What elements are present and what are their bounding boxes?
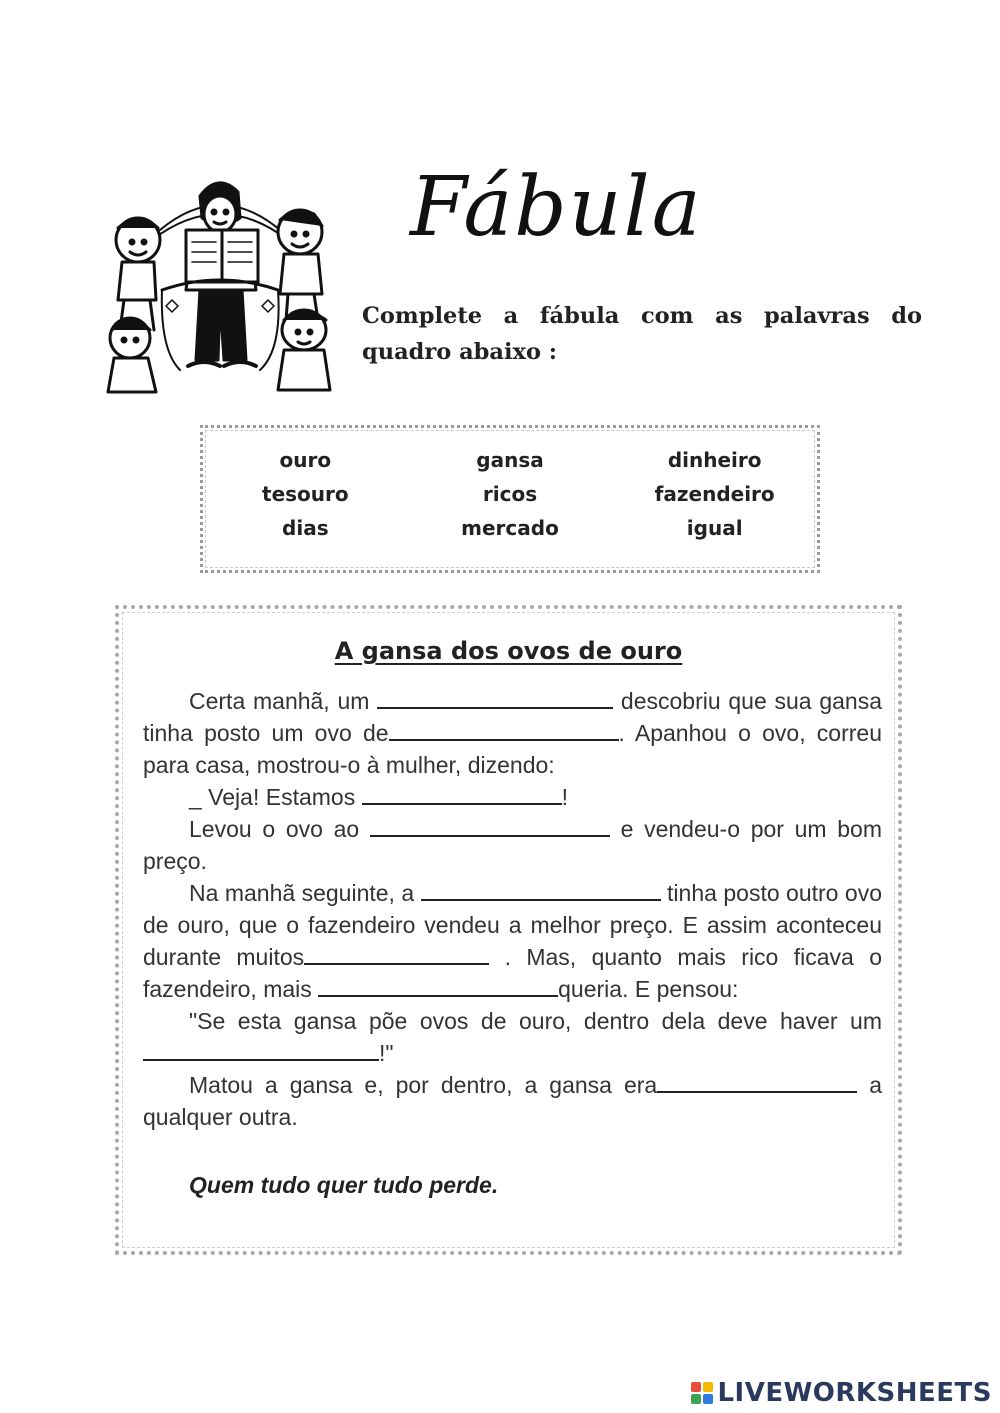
fill-blank-8[interactable]: [143, 1037, 379, 1061]
logo-square: [691, 1382, 701, 1392]
fill-blank-1[interactable]: [377, 685, 613, 709]
word-bank-item: dinheiro: [667, 448, 762, 472]
liveworksheets-brand[interactable]: [691, 1378, 992, 1408]
story-paragraph: [143, 685, 882, 781]
story-paragraph: [143, 1069, 882, 1133]
story-text-run: _ Veja! Estamos: [189, 784, 356, 810]
story-text-run: descobriu que sua gansa tinha posto um ovo de: [143, 688, 882, 746]
story-text-run: queria. E pensou:: [558, 976, 739, 1002]
story-text-run: Levou o ovo ao: [189, 816, 360, 842]
fill-blank-6[interactable]: [304, 941, 489, 965]
story-text-run: Na manhã seguinte, a: [189, 880, 415, 906]
story-text-run: . Apanhou o ovo, correu para casa, mostrou-o à mulher, dizendo:: [143, 720, 882, 778]
page-title: Fábula: [410, 160, 703, 255]
children-reading-illustration: [100, 170, 340, 400]
story-text-run: Certa manhã, um: [189, 688, 370, 714]
story-paragraph: [143, 877, 882, 1005]
story-text: [143, 685, 882, 1201]
story-title: A gansa dos ovos de ouro: [334, 637, 683, 665]
liveworksheets-logo-icon: [691, 1382, 713, 1404]
story-paragraph: [143, 781, 882, 813]
fill-blank-7[interactable]: [318, 973, 558, 997]
story-text-run: !: [561, 784, 568, 810]
story-text-run: tinha posto outro ovo de ouro, que o fazendeiro vendeu a melhor preço. E assim aconteceu durante muitos: [143, 880, 882, 970]
story-moral: Quem tudo quer tudo perde.: [189, 1172, 499, 1198]
fill-blank-9[interactable]: [657, 1069, 857, 1093]
logo-square: [703, 1382, 713, 1392]
story-text-run: . Mas, quanto mais rico ficava o fazendeiro, mais: [143, 944, 883, 1002]
word-bank-item: ouro: [279, 448, 332, 472]
brand-name: LIVEWORKSHEETS: [717, 1378, 992, 1408]
word-bank-item: gansa: [476, 448, 544, 472]
story-paragraph: [143, 1005, 882, 1069]
fill-blank-2[interactable]: [389, 717, 619, 741]
story-box: [115, 605, 902, 1255]
word-bank-item: dias: [282, 516, 329, 540]
fill-blank-3[interactable]: [362, 781, 562, 805]
fill-blank-5[interactable]: [421, 877, 661, 901]
story-text-run: Matou a gansa e, por dentro, a gansa era: [189, 1072, 658, 1098]
word-bank-item: mercado: [461, 516, 559, 540]
story-text-run: "Se esta gansa põe ovos de ouro, dentro dela deve haver um: [189, 1008, 882, 1034]
word-bank-item: ricos: [482, 482, 538, 506]
story-paragraph: [143, 813, 882, 877]
word-bank-grid: [203, 446, 817, 542]
word-bank-item: tesouro: [262, 482, 349, 506]
story-text-run: !": [379, 1040, 394, 1066]
logo-square: [703, 1394, 713, 1404]
word-bank-box: [200, 425, 820, 573]
story-text-run: e vendeu-o por um bom preço.: [143, 816, 883, 874]
story-text-run: a qualquer outra.: [143, 1072, 883, 1130]
fill-blank-4[interactable]: [370, 813, 610, 837]
instruction-text: Complete a fábula com as palavras do quadro abaixo :: [362, 303, 922, 365]
word-bank-item: fazendeiro: [654, 482, 775, 506]
logo-square: [691, 1394, 701, 1404]
word-bank-item: igual: [686, 516, 743, 540]
